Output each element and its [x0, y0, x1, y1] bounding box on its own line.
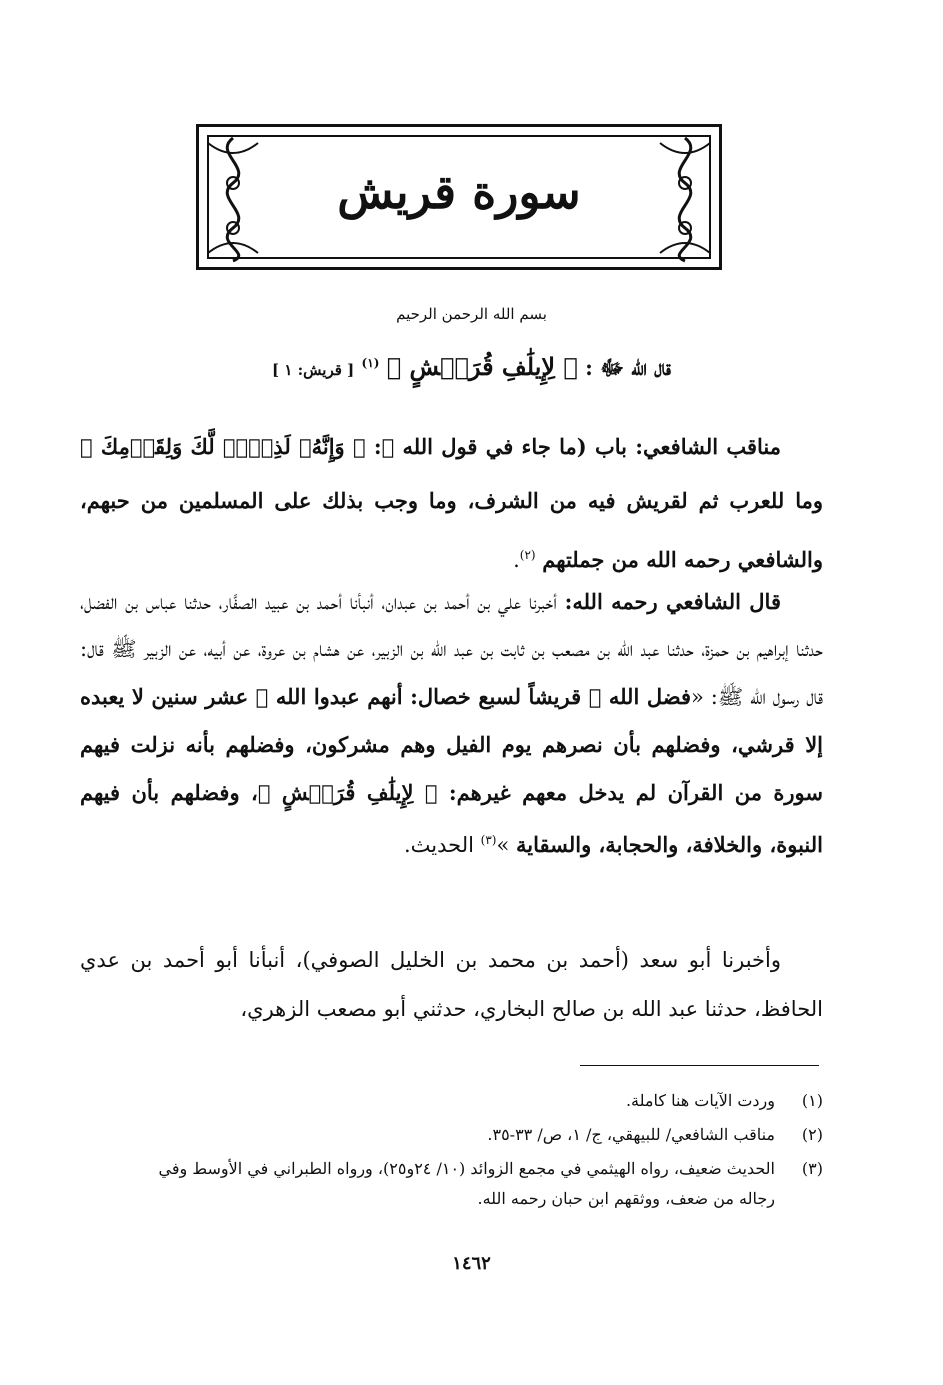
paragraph-2-text: أخبرنا علي بن أحمد بن عبدان، أنبأنا أحمد بن عبيد الصفَّار، حدثنا عباس بن الفضل، حدثنا إبراهيم بن حمزة، حدثنا عبد الله بن مصعب بن ثابت بن عبد الله بن الزبير، عن هشام بن عروة، عن أبيه، عن الزبير ﷺ قال: قال رسول الله ﷺ: « [80, 590, 823, 709]
footnote-marker: (٣) [480, 833, 497, 847]
footnote-item [120, 1120, 823, 1150]
footnote-item [120, 1154, 823, 1214]
paragraph-3-text: وأخبرنا أبو سعد (أحمد بن محمد بن الخليل الصوفي)، أنبأنا أبو أحمد بن عدي الحافظ، حدثنا عبد الله بن صالح البخاري، حدثني أبو مصعب الزهري، [80, 948, 823, 1021]
paragraph-1-text: مناقب الشافعي: باب (ما جاء في قول الله ﷻ: ﴿ وَإِنَّهُۥ لَذِكۡرٞ لَّكَ وَلِقَوۡمِكَ ﴾ وما للعرب ثم لقريش فيه من الشرف، وما وجب بذلك على المسلمين من حبهم، والشافعي رحمه الله من جملتهم [80, 434, 823, 572]
hadith-close: » [496, 833, 516, 857]
surah-title: سورة قريش [337, 165, 581, 219]
basmala: بسم الله الرحمن الرحيم [396, 305, 547, 323]
footnote-marker: (٢) [519, 548, 536, 562]
verse-intro-text: قال الله ﷻ : [585, 355, 671, 380]
quran-verse: ﴿ لِإِيلَٰفِ قُرَيۡشٍ ﴾ [386, 352, 578, 381]
footnote-marker: (١) [361, 356, 380, 370]
paragraph-1-end: . [513, 548, 520, 572]
footnote-text: مناقب الشافعي/ للبيهقي، ج/ ١، ص/ ٣٣-٣٥. [487, 1125, 775, 1144]
hadith-text: فضل الله ﷻ قريشاً لسبع خصال: أنهم عبدوا الله ﷻ عشر سنين لا يعبده إلا قرشي، وفضلهم بأن نصرهم يوم الفيل وهم مشركون، وفضلهم بأنه نزلت فيهم سورة من القرآن لم يدخل معهم غيرهم: ﴿ لِإِيلَٰفِ قُرَيۡشٍ ﴾، وفضلهم بأن فيهم النبوة، والخلافة، والحجابة، والسقاية [80, 684, 823, 857]
footnotes [120, 1086, 823, 1218]
footnote-item [120, 1086, 823, 1116]
footnote-text: وردت الآيات هنا كاملة. [625, 1091, 775, 1110]
verse-reference: [ قريش: ١ ] [272, 361, 355, 379]
title-frame [196, 124, 722, 270]
verse-heading [120, 352, 823, 386]
footnote-number: (٣) [801, 1159, 823, 1178]
page-number: ١٤٦٢ [452, 1253, 491, 1274]
paragraph-1 [80, 420, 823, 587]
footnote-number: (٢) [801, 1125, 823, 1144]
footnote-text: الحديث ضعيف، رواه الهيثمي في مجمع الزوائد (١٠/ ٢٤و٢٥)، ورواه الطبراني في الأوسط وفي رجاله من ضعف، ووثقهم ابن حبان رحمه الله. [158, 1159, 775, 1208]
footnote-number: (١) [801, 1091, 823, 1110]
paragraph-3 [80, 936, 823, 1034]
paragraph-2 [80, 578, 823, 869]
paragraph-2-end: الحديث. [403, 833, 481, 857]
footnote-divider [580, 1065, 819, 1066]
paragraph-2-lead: قال الشافعي رحمه الله: [564, 589, 781, 614]
